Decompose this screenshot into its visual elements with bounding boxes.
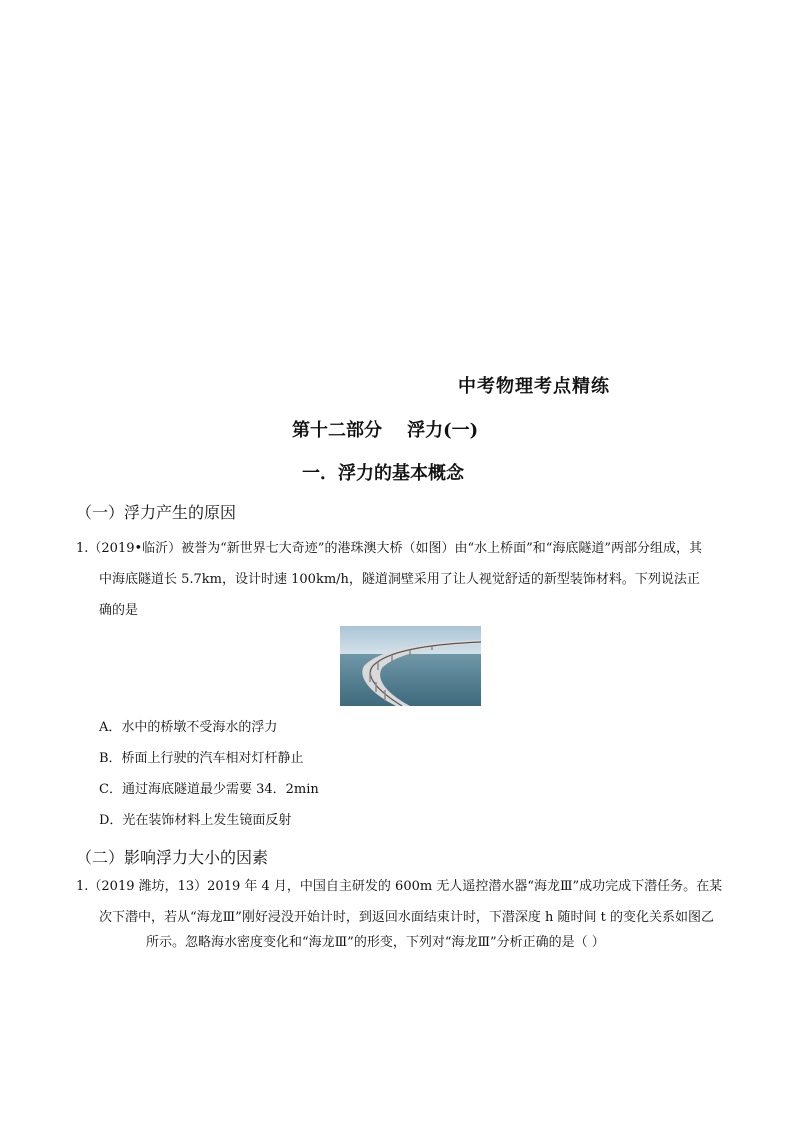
option-c: C．通过海底隧道最少需要 34．2min: [99, 782, 319, 797]
question-2-line-1: 1.（2019 潍坊，13）2019 年 4 月，中国自主研发的 600m 无人遥控潜水器“海龙Ⅲ”成功完成下潜任务。在某: [76, 879, 723, 894]
question-1-line-3: 确的是: [99, 603, 139, 618]
question-2-line-3: 所示。忽略海水密度变化和“海龙Ⅲ”的形变，下列对“海龙Ⅲ”分析正确的是（ ）: [146, 935, 605, 950]
option-d: D．光在装饰材料上发生镜面反射: [99, 813, 292, 828]
option-a: A．水中的桥墩不受海水的浮力: [99, 720, 278, 735]
subsection-heading-1: （一）浮力产生的原因: [76, 503, 237, 522]
question-1-line-1: 1.（2019•临沂）被誉为“新世界七大奇迹”的港珠澳大桥（如图）由“水上桥面”和“海底隧道”两部分组成，其: [76, 541, 703, 556]
bridge-illustration: [340, 626, 481, 706]
subsection-heading-2: （二）影响浮力大小的因素: [76, 848, 269, 867]
question-1-line-2: 中海底隧道长 5.7km，设计时速 100km/h，隧道洞壁采用了让人视觉舒适的新型装饰材料。下列说法正: [99, 572, 700, 587]
bridge-image: [340, 626, 481, 706]
question-2-line-2: 次下潜中，若从“海龙Ⅲ”刚好浸没开始计时，到返回水面结束计时，下潜深度 h 随时间 t 的变化关系如图乙: [99, 910, 714, 925]
option-b: B．桥面上行驶的汽车相对灯杆静止: [99, 751, 304, 766]
section-title: 一．浮力的基本概念: [302, 463, 464, 484]
document-title: 中考物理考点精练: [458, 376, 610, 397]
part-title: 第十二部分 浮力(一): [292, 420, 479, 441]
